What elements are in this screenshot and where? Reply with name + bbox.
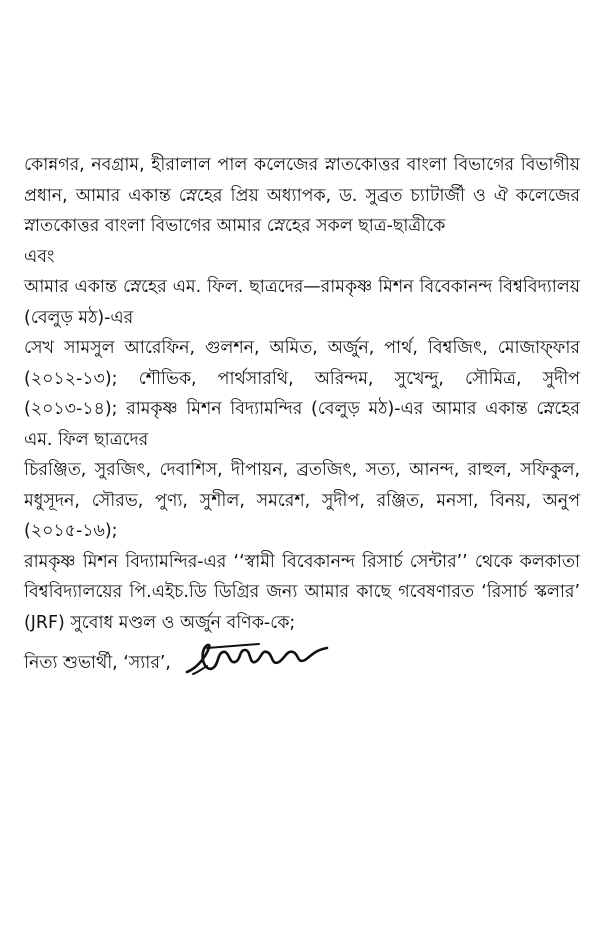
dedication-paragraph-2: আমার একান্ত স্নেহের এম. ফিল. ছাত্রদের—রামকৃষ্ণ মিশন বিবেকানন্দ বিশ্ববিদ্যালয় (বেলুড় মঠ)-এর <box>24 277 580 328</box>
dedication-paragraph-1: কোন্নগর, নবগ্রাম, হীরালাল পাল কলেজের স্নাতকোত্তর বাংলা বিভাগের বিভাগীয় প্রধান, আমার একান্ত স্নেহের প্রিয় অধ্যাপক, ড. সুব্রত চ্যাটার্জী ও ঐ কলেজের স্নাতকোত্তর বাংলা বিভাগের আমার স্নেহের সকল ছাত্র-ছাত্রীকে <box>24 155 580 236</box>
handwritten-signature <box>183 638 333 678</box>
closing-text: নিত্য শুভার্থী, ‘স্যার’, <box>24 653 171 673</box>
dedication-paragraph-3: সেখ সামসুল আরেফিন, গুলশন, অমিত, অর্জুন, পার্থ, বিশ্বজিৎ, মোজাফ্ফার (২০১২-১৩); শৌভিক, পার্থসারথি, অরিন্দম, সুখেন্দু, সৌমিত্র, সুদীপ (২০১৩-১৪); রামকৃষ্ণ মিশন বিদ্যামন্দির (বেলুড় মঠ)-এর আমার একান্ত স্নেহের এম. ফিল ছাত্রদের <box>24 338 580 450</box>
conjunction-text: এবং <box>24 246 55 267</box>
dedication-page <box>24 150 580 679</box>
dedication-paragraph-4: চিরঞ্জিত, সুরজিৎ, দেবাশিস, দীপায়ন, ব্রতজিৎ, সত্য, আনন্দ, রাহুল, সফিকুল, মধুসূদন, সৌরভ, পুণ্য, সুশীল, সমরেশ, সুদীপ, রঞ্জিত, মনসা, বিনয়, অনুপ (২০১৫-১৬); <box>24 460 580 541</box>
closing-line <box>24 638 580 679</box>
dedication-paragraph-5: রামকৃষ্ণ মিশন বিদ্যামন্দির-এর ‘‘স্বামী বিবেকানন্দ রিসার্চ সেন্টার’’ থেকে কলকাতা বিশ্ববিদ্যালয়ের পি.এইচ.ডি ডিগ্রির জন্য আমার কাছে গবেষণারত ‘রিসার্চ স্কলার’ (JRF) সুবোধ মণ্ডল ও অর্জুন বণিক-কে; <box>24 551 580 633</box>
